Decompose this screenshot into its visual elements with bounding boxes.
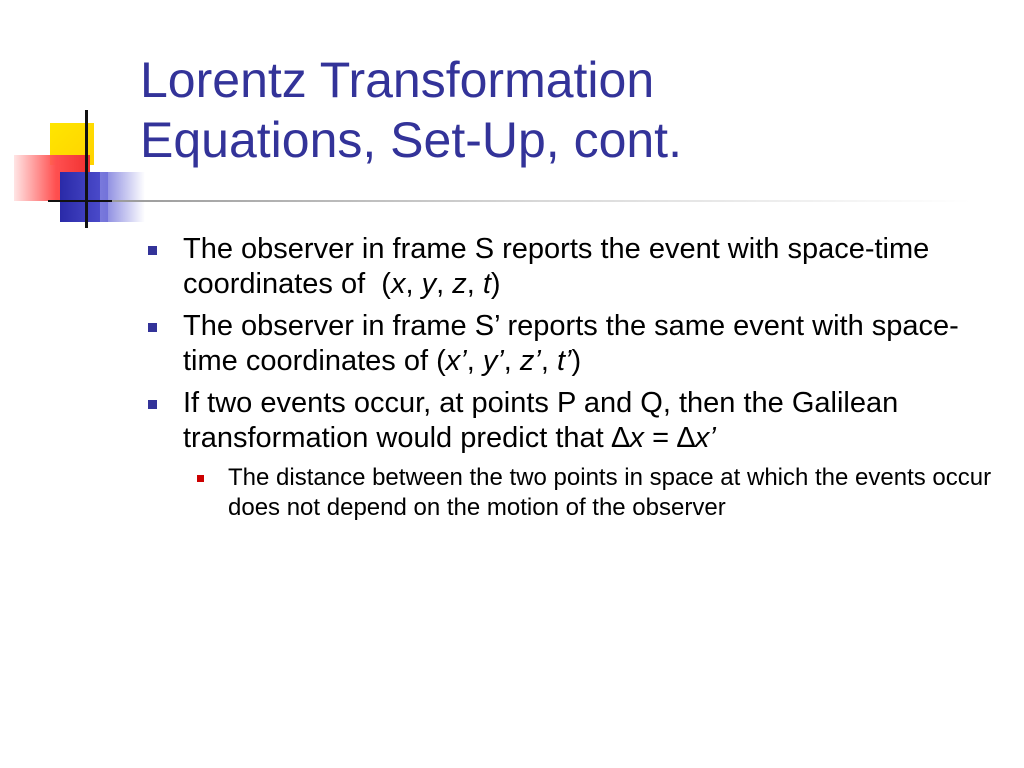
bullet-marker	[148, 323, 157, 332]
bullet-text: If two events occur, at points P and Q, then the Galilean transformation would predict that	[183, 387, 899, 454]
bullet-frame-s	[146, 232, 1006, 302]
coord-z: z	[452, 268, 467, 300]
coord-y: y	[421, 268, 437, 300]
separator: ,	[466, 345, 483, 377]
coord-t: t	[482, 268, 491, 300]
bullet-marker	[148, 246, 157, 255]
bullet-frame-s-prime	[146, 309, 1006, 379]
sub-bullet-distance	[146, 463, 1006, 523]
coord-t-prime: t’	[556, 345, 572, 377]
logo-vertical-line	[85, 110, 88, 228]
title-line-2: Equations, Set-Up, cont.	[140, 112, 682, 168]
coord-z-prime: z’	[519, 345, 541, 377]
separator: ,	[540, 345, 557, 377]
var-x-prime: x’	[694, 422, 716, 454]
separator: ,	[436, 268, 453, 300]
equals-sign: =	[644, 422, 678, 454]
sub-bullet-marker	[197, 475, 204, 482]
slide-title	[140, 50, 1000, 170]
coord-x-prime: x’	[445, 345, 467, 377]
bullet-text: The observer in frame S’ reports the same event with space-time coordinates of (	[183, 310, 959, 377]
sub-bullet-text: The distance between the two points in space at which the events occur does not depend on the motion of the observer	[228, 464, 992, 521]
bullet-galilean	[146, 386, 1006, 456]
delta-symbol: ∆	[611, 422, 630, 454]
bullet-text: The observer in frame S reports the event with space-time coordinates of (	[183, 233, 930, 300]
title-divider	[112, 200, 972, 202]
separator: ,	[466, 268, 483, 300]
separator: ,	[503, 345, 520, 377]
close-paren: )	[490, 268, 501, 300]
bullet-marker	[148, 400, 157, 409]
coord-y-prime: y’	[482, 345, 504, 377]
slide-body	[146, 232, 1006, 523]
delta-symbol: ∆	[677, 422, 695, 454]
separator: ,	[405, 268, 422, 300]
coord-x: x	[390, 268, 406, 300]
var-x: x	[629, 422, 645, 454]
close-paren: )	[571, 345, 582, 377]
logo-blue-fade	[100, 172, 145, 222]
title-line-1: Lorentz Transformation	[140, 52, 655, 108]
